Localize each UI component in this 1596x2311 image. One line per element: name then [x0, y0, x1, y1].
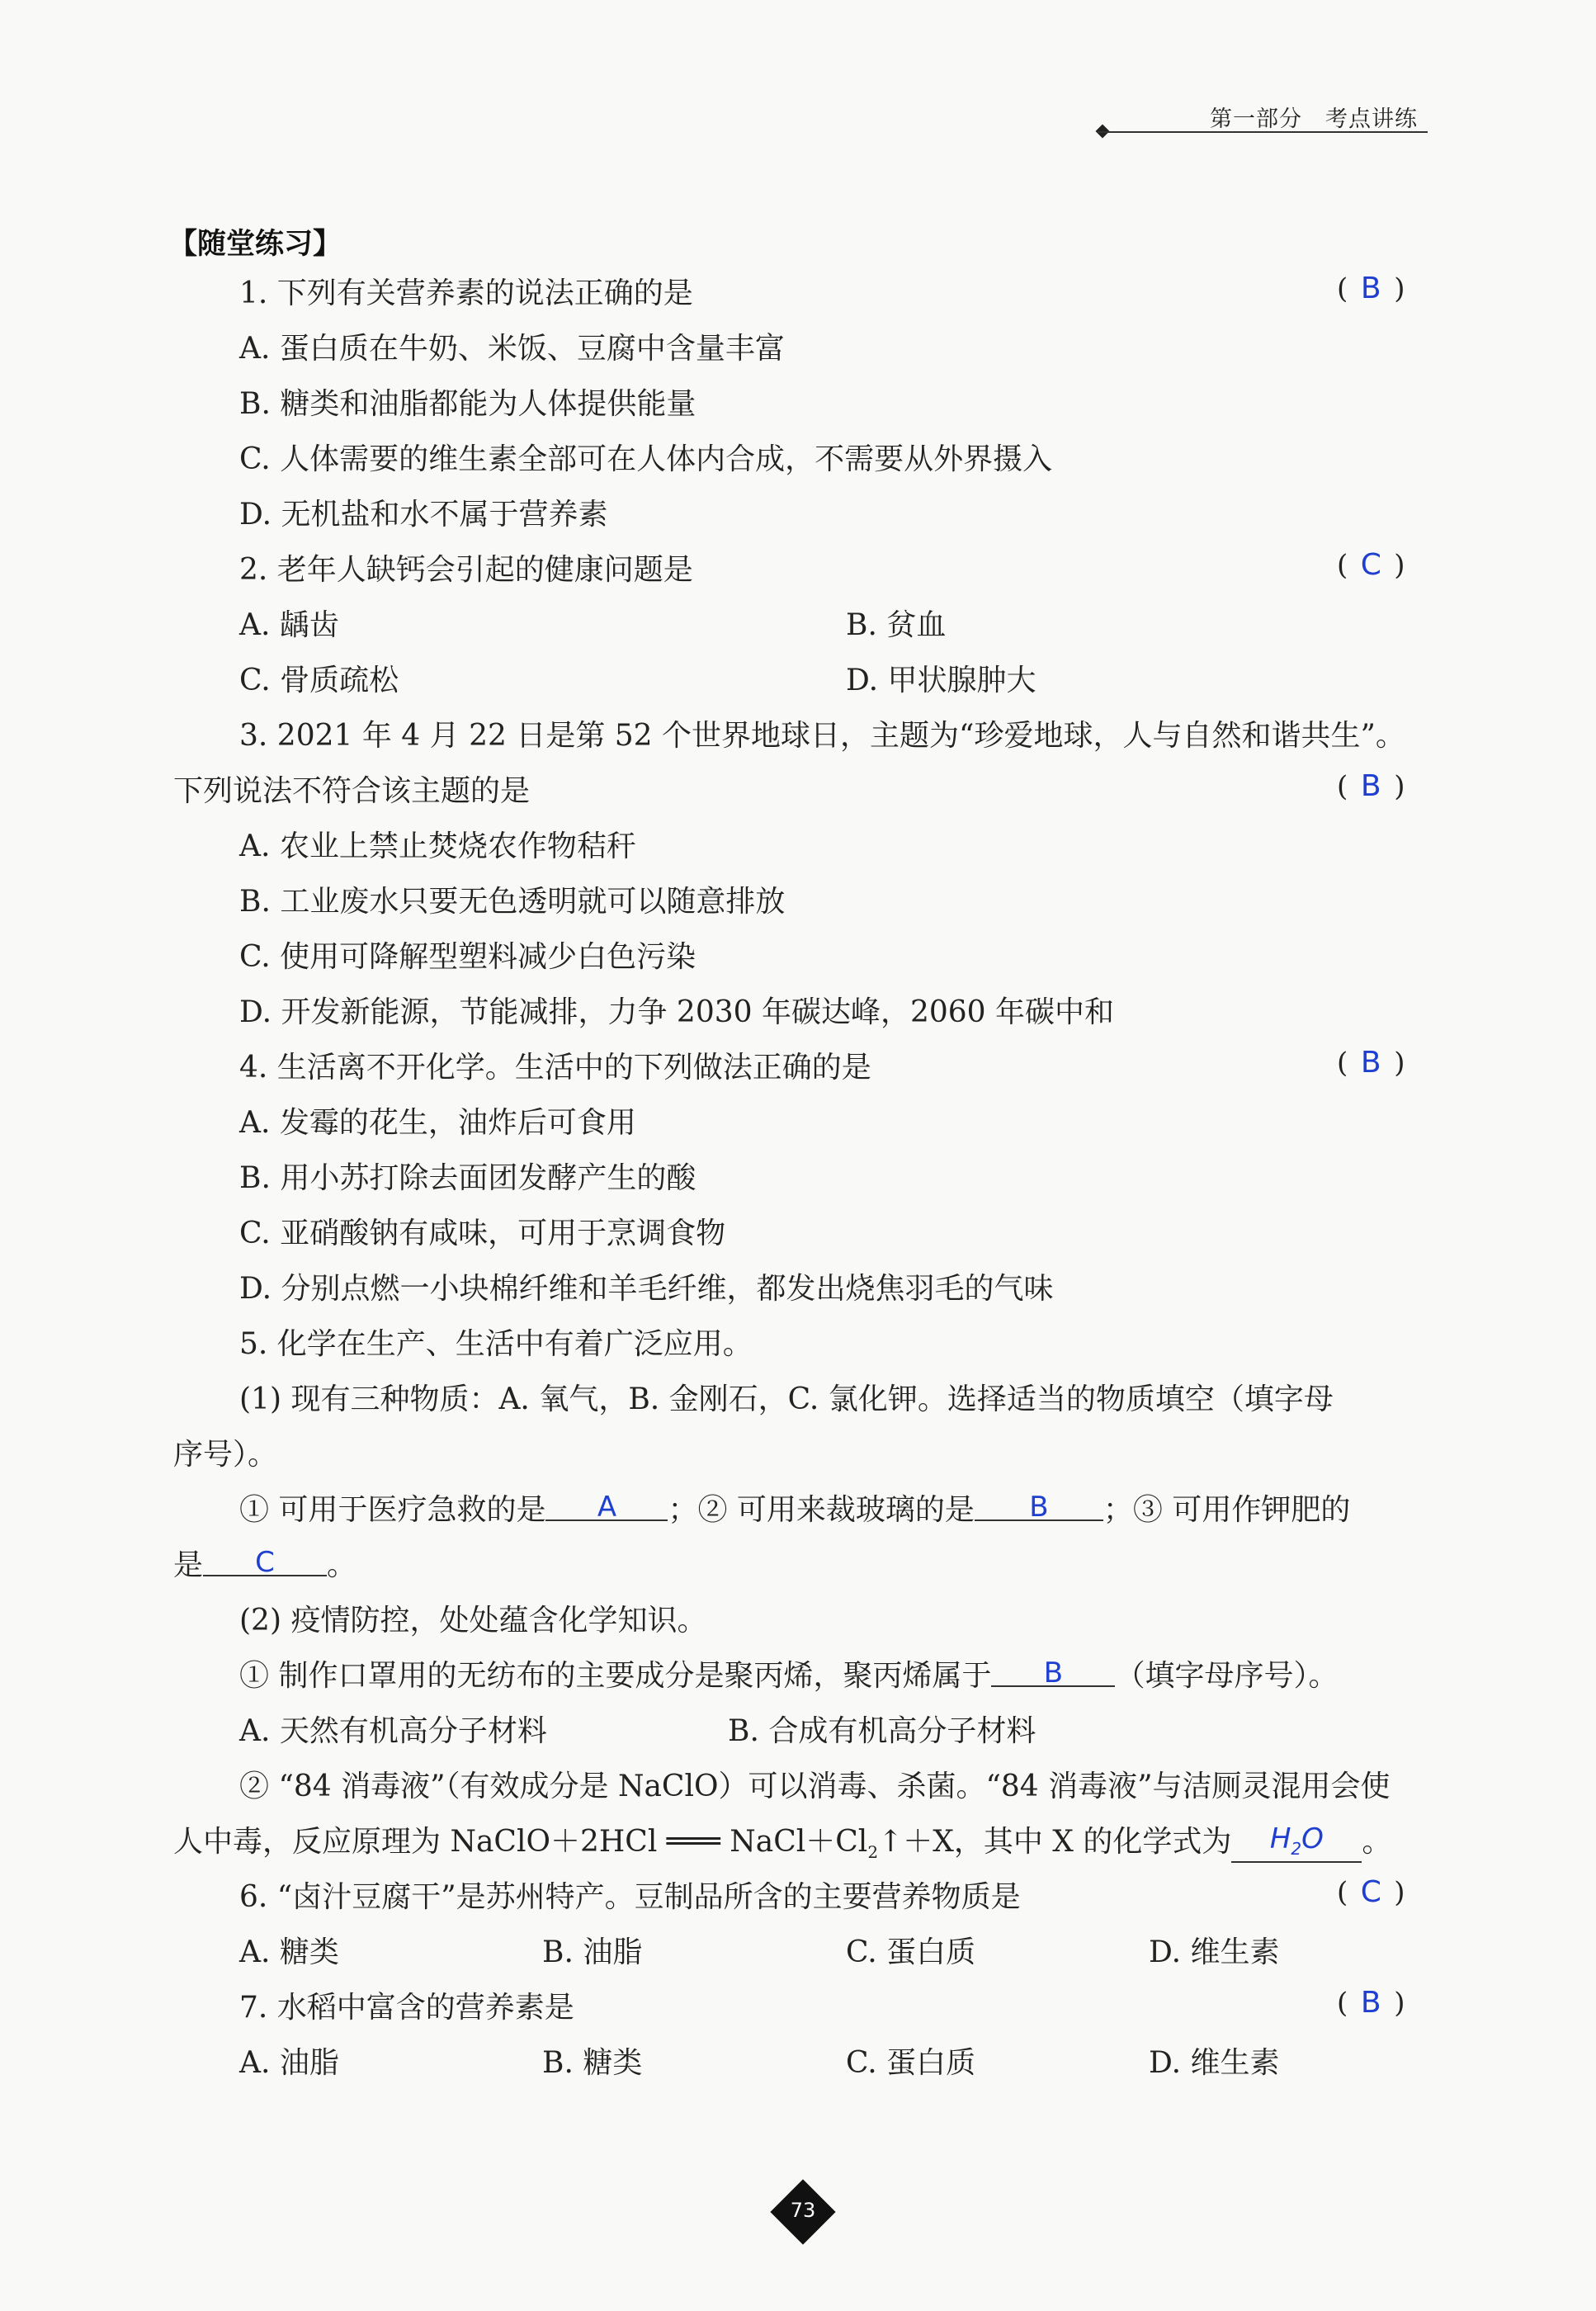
q5-blank3-answer: C	[203, 1550, 327, 1576]
q5-part2-a-suffix: （填字母序号）。	[1115, 1659, 1339, 1693]
q5-blank2-prompt: ；② 可用来裁玻璃的是	[668, 1493, 975, 1527]
q3-option-c: C. 使用可降解型塑料减少白色污染	[239, 940, 696, 974]
running-header: 第一部分 考点讲练	[1210, 106, 1418, 132]
q4-answer-box: ( B )	[1337, 1046, 1405, 1080]
q6-option-d: D. 维生素	[1149, 1935, 1280, 1969]
q5-blank1-prompt: ① 可用于医疗急救的是	[239, 1493, 546, 1527]
page-number: 73	[790, 2199, 816, 2222]
q7-answer: B	[1360, 1986, 1381, 2020]
q4-stem: 4. 生活离不开化学。生活中的下列做法正确的是	[239, 1051, 871, 1085]
q2-answer: C	[1360, 548, 1381, 582]
q5-blank3-prompt-cont: 是	[173, 1548, 204, 1582]
q4-option-d: D. 分别点燃一小块棉纤维和羊毛纤维，都发出烧焦羽毛的气味	[239, 1272, 1054, 1306]
q5-part2-b-line1: ② “84 消毒液”（有效成分是 NaClO）可以消毒、杀菌。“84 消毒液”与洁厕灵混用会使	[239, 1770, 1391, 1803]
q5-part2-a-prompt: ① 制作口罩用的无纺布的主要成分是聚丙烯，聚丙烯属于	[239, 1659, 992, 1693]
q3-stem-line2: 下列说法不符合该主题的是	[173, 774, 531, 808]
q3-answer: B	[1360, 769, 1381, 803]
q2-option-c: C. 骨质疏松	[239, 664, 399, 697]
q6-option-b: B. 油脂	[542, 1935, 643, 1969]
q7-option-b: B. 糖类	[542, 2046, 643, 2080]
q5-blank2-answer: B	[975, 1495, 1103, 1521]
q5-answer-h: H	[1269, 1822, 1291, 1855]
q5-part2-b-line2	[173, 1824, 1391, 1870]
q5-part1-blank3-line	[173, 1548, 357, 1584]
q5-blank1-answer: A	[545, 1495, 668, 1521]
q4-answer: B	[1360, 1046, 1381, 1080]
q6-option-c: C. 蛋白质	[846, 1935, 976, 1969]
q5-part2-a-line	[239, 1658, 1338, 1694]
q5-equation-left: 人中毒，反应原理为 NaClO＋2HCl ═══ NaCl＋Cl	[173, 1825, 868, 1859]
q5-part2-b-answer	[1231, 1822, 1362, 1863]
q2-stem: 2. 老年人缺钙会引起的健康问题是	[239, 553, 693, 587]
q2-option-d: D. 甲状腺肿大	[846, 664, 1036, 697]
q4-option-c: C. 亚硝酸钠有咸味，可用于烹调食物	[239, 1217, 726, 1250]
q6-option-a: A. 糖类	[239, 1935, 339, 1969]
q6-answer: C	[1360, 1875, 1381, 1909]
q1-option-d: D. 无机盐和水不属于营养素	[239, 498, 608, 532]
q5-answer-o: O	[1301, 1822, 1324, 1855]
q7-option-c: C. 蛋白质	[846, 2046, 976, 2080]
q2-option-a: A. 龋齿	[239, 608, 339, 642]
q1-option-b: B. 糖类和油脂都能为人体提供能量	[239, 387, 696, 421]
q1-option-c: C. 人体需要的维生素全部可在人体内合成，不需要从外界摄入	[239, 442, 1053, 476]
q1-answer-box: ( B )	[1337, 272, 1405, 305]
q1-option-a: A. 蛋白质在牛奶、米饭、豆腐中含量丰富	[239, 332, 785, 366]
q3-stem-line1: 3. 2021 年 4 月 22 日是第 52 个世界地球日，主题为“珍爱地球，人与自然和谐共生”。	[239, 719, 1405, 753]
q2-answer-box: ( C )	[1337, 548, 1405, 582]
q6-stem: 6. “卤汁豆腐干”是苏州特产。豆制品所含的主要营养物质是	[239, 1880, 1021, 1914]
q7-option-a: A. 油脂	[239, 2046, 339, 2080]
q5-blank3-period: 。	[327, 1548, 357, 1582]
q7-answer-box: ( B )	[1337, 1986, 1405, 2020]
q5-part1-line2: 序号）。	[173, 1438, 278, 1472]
q3-option-a: A. 农业上禁止焚烧农作物秸秆	[239, 829, 636, 863]
q5-part2-a-answer: B	[991, 1661, 1115, 1687]
q5-part2-b-period: 。	[1362, 1825, 1392, 1859]
q5-part1-blanks-line	[239, 1492, 1350, 1529]
q5-answer-subscript: 2	[1291, 1838, 1302, 1859]
q3-option-b: B. 工业废水只要无色透明就可以随意排放	[239, 885, 786, 919]
q5-equation-subscript: 2	[867, 1842, 879, 1863]
q5-part2-title: (2) 疫情防控，处处蕴含化学知识。	[239, 1604, 707, 1638]
q7-option-d: D. 维生素	[1149, 2046, 1280, 2080]
q7-stem: 7. 水稻中富含的营养素是	[239, 1991, 574, 2025]
q3-answer-box: ( B )	[1337, 769, 1405, 803]
q5-part2-option-a: A. 天然有机高分子材料	[239, 1714, 547, 1748]
q5-part2-option-b: B. 合成有机高分子材料	[728, 1714, 1036, 1748]
q5-part1-line1: (1) 现有三种物质：A. 氧气，B. 金刚石，C. 氯化钾。选择适当的物质填空（填字母	[239, 1382, 1334, 1416]
q6-answer-box: ( C )	[1337, 1875, 1405, 1909]
q5-blank3-prompt: ；③ 可用作钾肥的	[1103, 1493, 1351, 1527]
q1-answer: B	[1360, 272, 1381, 305]
q1-stem: 1. 下列有关营养素的说法正确的是	[239, 276, 693, 310]
section-title: 【随堂练习】	[168, 228, 342, 261]
q3-option-d: D. 开发新能源，节能减排，力争 2030 年碳达峰，2060 年碳中和	[239, 995, 1115, 1029]
q5-stem: 5. 化学在生产、生活中有着广泛应用。	[239, 1327, 753, 1361]
q4-option-a: A. 发霉的花生，油炸后可食用	[239, 1106, 636, 1140]
q5-equation-right: ↑＋X，其中 X 的化学式为	[878, 1825, 1232, 1859]
q2-option-b: B. 贫血	[846, 608, 947, 642]
q4-option-b: B. 用小苏打除去面团发酵产生的酸	[239, 1161, 696, 1195]
